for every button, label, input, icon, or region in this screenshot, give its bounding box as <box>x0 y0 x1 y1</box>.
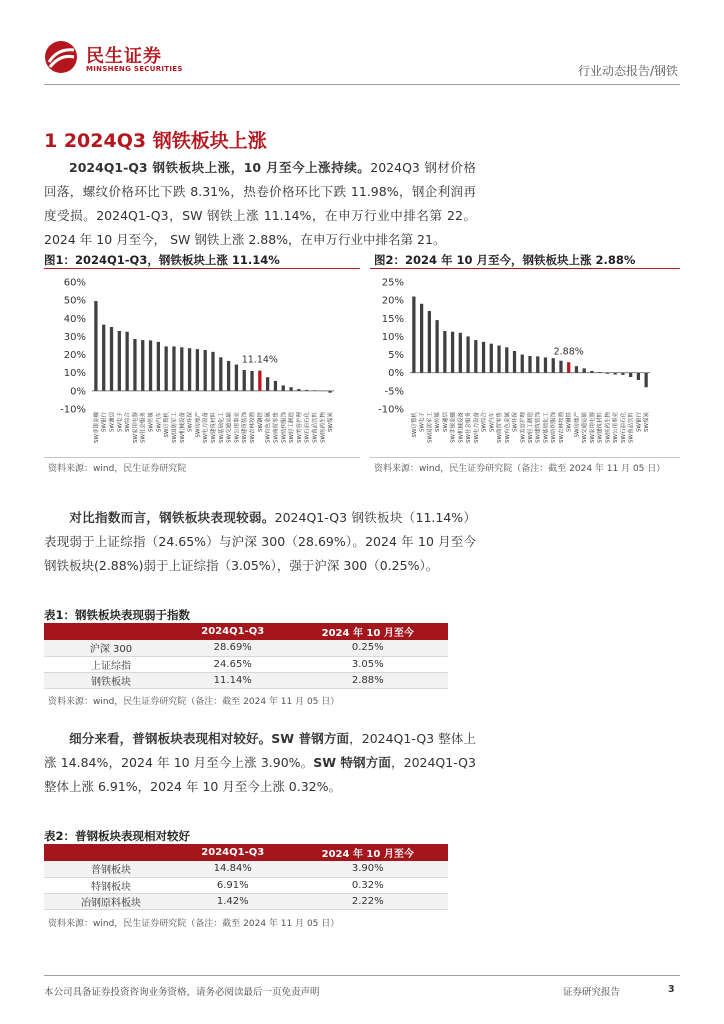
x-category-label: SW传媒 <box>435 412 442 432</box>
bar-SW有色金属 <box>266 377 269 391</box>
x-category-label: SW房地产 <box>195 412 202 438</box>
bar-SW轻工制造 <box>289 387 292 391</box>
bar-SW电力设备 <box>204 350 207 391</box>
bar-SW美容护理 <box>521 355 524 373</box>
x-category-label: SW银行 <box>101 412 108 432</box>
x-category-label: SW交通运输 <box>582 412 589 443</box>
paragraph-lead-common-steel: SW 普钢方面 <box>271 731 350 746</box>
x-category-label: SW电力设备 <box>473 412 480 443</box>
paragraph-subsector <box>44 727 476 799</box>
y-tick-label: 50% <box>63 295 86 307</box>
section-title: 1 2024Q3 钢铁板块上涨 <box>44 130 267 152</box>
bar-SW建筑材料 <box>211 352 214 391</box>
paragraph-lead-special-steel: SW 特钢方面 <box>313 755 391 770</box>
x-category-label: SW国防军工 <box>427 412 434 443</box>
bar-SW综合 <box>125 332 128 391</box>
x-category-label: SW商贸零售 <box>273 412 280 443</box>
bar-SW煤炭 <box>645 373 648 388</box>
x-category-label: SW医药生物 <box>320 412 327 443</box>
table-cell: 6.91% <box>178 877 288 893</box>
paragraph-lead: 对比指数而言，钢铁板块表现较弱。 <box>69 510 275 525</box>
x-category-label: SW农林牧渔 <box>558 412 565 443</box>
bar-SW汽车 <box>490 344 493 373</box>
table-row <box>44 861 448 877</box>
table-header-cell <box>44 844 178 861</box>
y-tick-label: -5% <box>384 386 404 398</box>
x-category-label: SW有色金属 <box>504 412 511 443</box>
y-tick-label: 0% <box>388 368 404 380</box>
table-row <box>44 672 448 688</box>
table-cell: 24.65% <box>178 656 288 672</box>
figure1-source: 资料来源：wind，民生证券研究院 <box>48 464 187 474</box>
table2-title: 表2：普钢板块表现相对较好 <box>44 829 191 843</box>
table-cell: 钢铁板块 <box>44 672 178 688</box>
minsheng-logo-icon <box>44 40 78 74</box>
y-tick-label: -10% <box>60 404 86 416</box>
header-divider <box>44 84 680 85</box>
bar-SW房地产 <box>575 366 578 373</box>
x-category-label: SW非银金融 <box>93 412 100 443</box>
x-category-label: SW家用电器 <box>132 412 139 443</box>
bar-SW电力设备 <box>474 340 477 373</box>
bar-SW房地产 <box>196 349 199 391</box>
bar-SW通信 <box>110 327 113 391</box>
x-category-label: SW非银金融 <box>450 412 457 443</box>
x-category-label: SW家用电器 <box>589 412 596 443</box>
bar-SW银行 <box>102 325 105 391</box>
paragraph-lead: 2024Q1-Q3 钢铁板块上涨，10 月至今上涨持续。 <box>69 160 371 175</box>
x-category-label: SW国防军工 <box>171 412 178 443</box>
table-header-cell: 2024 年 10 月至今 <box>288 844 449 861</box>
table-cell: 11.14% <box>178 672 288 688</box>
table-cell: 28.69% <box>178 640 288 656</box>
figure2-source: 资料来源：wind，民生证券研究院（备注：截至 2024 年 11 月 05 日） <box>374 464 666 474</box>
y-tick-label: 20% <box>381 295 404 307</box>
table-header-row <box>44 623 448 640</box>
table-cell: 3.90% <box>288 861 449 877</box>
x-category-label: SW银行 <box>636 412 643 432</box>
x-category-label: SW石油石化 <box>620 412 627 443</box>
bar-SW传媒 <box>149 340 152 390</box>
y-tick-label: 10% <box>63 368 86 380</box>
table-cell: 上证综指 <box>44 656 178 672</box>
bar-SW交通运输 <box>583 368 586 372</box>
bar-SW计算机 <box>165 346 168 390</box>
table2 <box>44 844 448 910</box>
y-tick-label: 5% <box>388 350 404 362</box>
bar-SW机械设备 <box>459 333 462 373</box>
bar-annotation: 11.14% <box>241 354 278 366</box>
x-category-label: SW纺织服饰 <box>551 412 558 443</box>
x-category-label: SW石油石化 <box>304 412 311 443</box>
table-header-cell: 2024Q1-Q3 <box>178 623 288 640</box>
table-cell: 3.05% <box>288 656 449 672</box>
x-category-label: SW食品饮料 <box>312 412 319 443</box>
figure1-bottom-rule <box>44 457 360 458</box>
bar-SW计算机 <box>412 297 415 373</box>
bar-SW社会服务 <box>141 340 144 391</box>
bar-SW电子 <box>420 304 423 373</box>
paragraph-body: 2024Q3 钢材价格回落，螺纹价格环比下跌 8.31%，热卷价格环比下跌 11.98%，钢企利润再度受损。2024Q1-Q3，SW 钢铁上涨 11.14%，在申万行业中排名第 22。2024 年 10 月至今， SW 钢铁上涨 2.88%，在申万行业中排名第 21。 <box>44 160 476 247</box>
y-tick-label: 25% <box>381 277 404 289</box>
paragraph-lead: 细分来看，普钢板块表现相对较好。 <box>69 731 272 746</box>
x-category-label: SW环保 <box>187 412 194 432</box>
y-tick-label: 0% <box>70 386 86 398</box>
x-category-label: SW轻工制造 <box>528 412 534 443</box>
bar-SW轻工制造 <box>528 356 531 373</box>
x-category-label: SW机械设备 <box>458 412 465 443</box>
bar-SW有色金属 <box>505 347 508 372</box>
footer-report-type: 证券研究报告 <box>563 987 621 998</box>
footer-disclaimer: 本公司具备证券投资咨询业务资格，请务必阅读最后一页免责声明 <box>44 987 320 998</box>
table1-source: 资料来源：wind，民生证券研究院（备注：截至 2024 年 11 月 05 日） <box>48 697 340 707</box>
x-category-label: SW汽车 <box>489 412 496 432</box>
x-category-label: SW美容护理 <box>296 412 303 443</box>
bar-SW环保 <box>188 348 191 391</box>
x-category-label: SW社会服务 <box>140 412 147 443</box>
bar-SW综合 <box>482 342 485 373</box>
x-category-label: SW公用事业 <box>613 412 620 443</box>
bar-SW环保 <box>513 351 516 373</box>
x-category-label: SW通信 <box>109 412 116 432</box>
table1 <box>44 623 448 689</box>
bar-SW国防军工 <box>428 311 431 373</box>
table-cell: 普钢板块 <box>44 861 178 877</box>
bar-SW基础化工 <box>544 357 547 372</box>
table-header-cell: 2024Q1-Q3 <box>178 844 288 861</box>
x-category-label: SW计算机 <box>164 412 171 438</box>
company-logo <box>44 40 194 80</box>
table-header-row <box>44 844 448 861</box>
figure2-title: 图2：2024 年 10 月至今，钢铁板块上涨 2.88% <box>374 253 636 267</box>
x-category-label: SW计算机 <box>411 412 418 438</box>
bar-SW纺织服饰 <box>552 358 555 373</box>
table-cell: 特钢板块 <box>44 877 178 893</box>
x-category-label: SW建筑装饰 <box>535 412 542 443</box>
table-cell: 1.42% <box>178 893 288 909</box>
table1-title: 表1：钢铁板块表现弱于指数 <box>44 608 191 622</box>
figure1-title-rule <box>44 268 360 269</box>
y-tick-label: 20% <box>63 350 86 362</box>
x-category-label: SW医药生物 <box>605 412 612 443</box>
bar-SW钢铁 <box>258 371 261 391</box>
logo-english-name: MINSHENG SECURITIES <box>86 65 183 73</box>
figure1-title: 图1：2024Q1-Q3，钢铁板块上涨 11.14% <box>44 253 280 267</box>
bar-SW家用电器 <box>133 339 136 391</box>
bar-SW商贸零售 <box>497 346 500 373</box>
bar-SW食品饮料 <box>629 373 632 377</box>
bar-SW机械设备 <box>180 347 183 391</box>
table-cell: 14.84% <box>178 861 288 877</box>
bar-SW传媒 <box>435 320 438 373</box>
y-tick-label: 30% <box>63 331 86 343</box>
x-category-label: SW公用事业 <box>234 412 241 443</box>
x-category-label: SW建筑材料 <box>211 412 217 443</box>
x-category-label: SW轻工制造 <box>289 412 296 443</box>
x-category-label: SW建筑装饰 <box>242 412 249 443</box>
document-type: 行业动态报告/钢铁 <box>577 64 678 78</box>
table-row <box>44 656 448 672</box>
figure2-chart <box>370 272 680 454</box>
table-header-cell: 2024 年 10 月至今 <box>288 623 449 640</box>
y-tick-label: 40% <box>63 313 86 325</box>
page-number: 3 <box>668 984 675 995</box>
table-header-cell <box>44 623 178 640</box>
bar-SW社会服务 <box>466 336 469 372</box>
y-tick-label: 60% <box>63 277 86 289</box>
x-category-label: SW美容护理 <box>520 412 527 443</box>
table-row <box>44 640 448 656</box>
y-tick-label: 10% <box>381 331 404 343</box>
x-category-label: SW综合 <box>125 412 132 432</box>
bar-SW农林牧渔 <box>559 361 562 373</box>
x-category-label: SW综合 <box>481 412 488 432</box>
x-category-label: SW基础化工 <box>218 412 225 443</box>
x-category-label: SW社会服务 <box>466 412 473 443</box>
x-category-label: SW钢铁 <box>566 412 573 432</box>
x-category-label: SW食品饮料 <box>628 412 635 443</box>
paragraph-index-comparison <box>44 506 476 578</box>
bar-SW纺织服饰 <box>282 385 285 390</box>
table-row <box>44 877 448 893</box>
x-category-label: SW传媒 <box>148 412 155 432</box>
bar-SW建筑装饰 <box>243 370 246 391</box>
bar-SW非银金融 <box>451 332 454 373</box>
footer-divider <box>44 975 680 976</box>
figure1-chart <box>44 272 360 454</box>
table-cell: 0.25% <box>288 640 449 656</box>
x-category-label: SW电力设备 <box>203 412 210 443</box>
bar-SW基础化工 <box>219 357 222 391</box>
paragraph-body: 2024Q1-Q3 钢铁板块（11.14%）表现弱于上证综指（24.65%）与沪深 300（28.69%）。2024 年 10 月至今钢铁板块(2.88%)弱于上证综指（3.05%），强于沪深 300（0.25%）。 <box>44 510 476 573</box>
figure2-bottom-rule <box>370 457 680 458</box>
bar-SW非银金融 <box>94 301 97 391</box>
x-category-label: SW交通运输 <box>226 412 233 443</box>
bar-SW商贸零售 <box>274 381 277 391</box>
x-category-label: SW纺织服饰 <box>281 412 288 443</box>
bar-annotation: 2.88% <box>553 346 584 358</box>
bar-SW国防军工 <box>172 346 175 390</box>
table-row <box>44 893 448 909</box>
table-cell: 0.32% <box>288 877 449 893</box>
paragraph-market-overview <box>44 156 476 252</box>
bar-SW农林牧渔 <box>250 371 253 391</box>
table-cell: 2.22% <box>288 893 449 909</box>
x-category-label: SW煤炭 <box>644 412 651 432</box>
x-category-label: SW建筑材料 <box>597 412 604 443</box>
bar-SW建筑装饰 <box>536 356 539 372</box>
x-category-label: SW房地产 <box>574 412 581 438</box>
paragraph-body: ，2024Q1-Q3 整体上涨 6.91%，2024 年 10 月至今上涨 0.32%。 <box>44 755 476 794</box>
paragraph-body: ，2024Q1-Q3 整体上涨 14.84%，2024 年 10 月至今上涨 3.90%。 <box>44 731 476 770</box>
figure2-title-rule <box>370 268 680 269</box>
bar-SW汽车 <box>157 342 160 391</box>
table2-source: 资料来源：wind，民生证券研究院（备注：截至 2024 年 11 月 05 日） <box>48 919 340 929</box>
logo-chinese-name: 民生证券 <box>86 46 162 67</box>
table-cell: 沪深 300 <box>44 640 178 656</box>
x-category-label: SW环保 <box>512 412 519 432</box>
y-tick-label: 15% <box>381 313 404 325</box>
bar-SW电子 <box>118 331 121 391</box>
bar-SW公用事业 <box>235 365 238 391</box>
x-category-label: SW电子 <box>419 412 426 432</box>
x-category-label: SW有色金属 <box>265 412 272 443</box>
table-cell: 2.88% <box>288 672 449 688</box>
bar-SW交通运输 <box>227 361 230 391</box>
x-category-label: SW电子 <box>117 412 124 432</box>
x-category-label: SW农林牧渔 <box>250 412 257 443</box>
x-category-label: SW通信 <box>442 412 449 432</box>
bar-SW钢铁 <box>567 362 570 372</box>
x-category-label: SW钢铁 <box>257 412 264 432</box>
bar-SW银行 <box>637 373 640 380</box>
table-cell: 冶钢原料板块 <box>44 893 178 909</box>
x-category-label: SW商贸零售 <box>497 412 504 443</box>
bar-SW通信 <box>443 331 446 373</box>
y-tick-label: -10% <box>378 404 404 416</box>
page-header <box>0 0 724 90</box>
x-category-label: SW基础化工 <box>543 412 550 443</box>
x-category-label: SW煤炭 <box>328 412 335 432</box>
x-category-label: SW汽车 <box>156 412 163 432</box>
x-category-label: SW机械设备 <box>179 412 186 443</box>
